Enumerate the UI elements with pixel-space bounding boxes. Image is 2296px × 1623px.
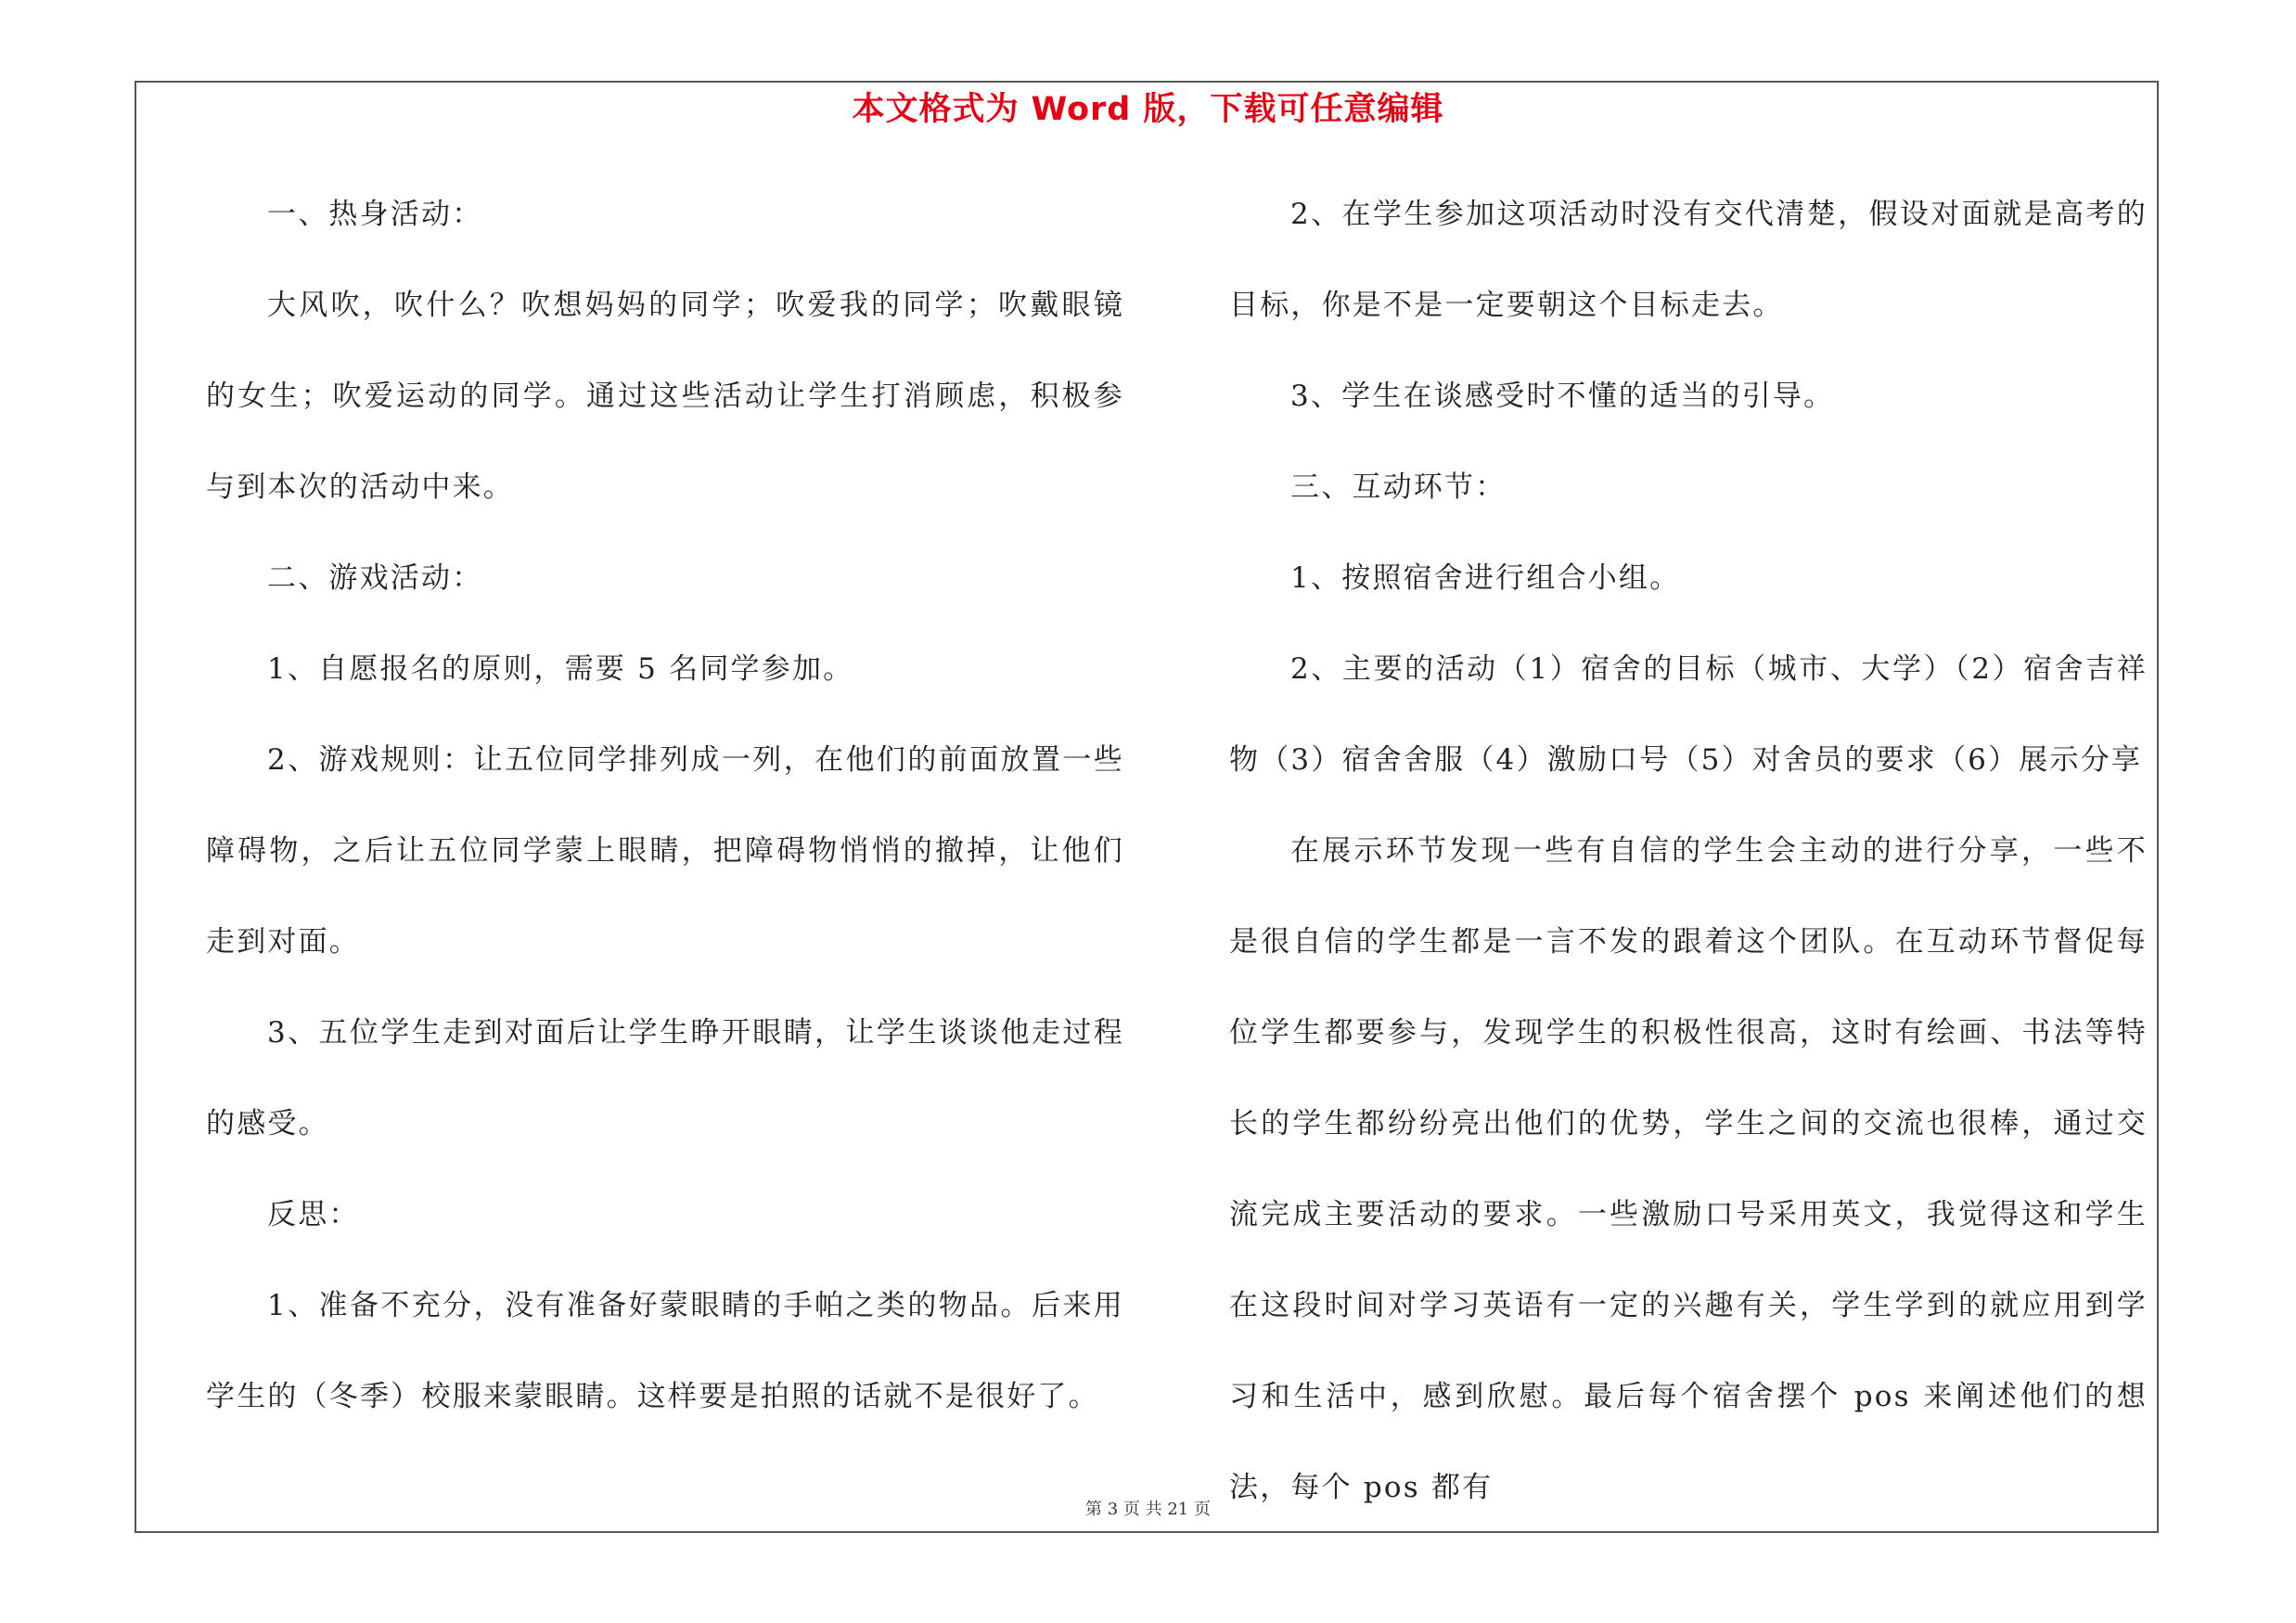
paragraph: 三、互动环节： (1290, 470, 1507, 504)
format-notice: 本文格式为 Word 版，下载可任意编辑 (852, 91, 1444, 128)
paragraph: 2、主要的活动（1）宿舍的目标（城市、大学）（2）宿舍吉祥物（3）宿舍舍服（4）激励口号（5）对舍员的要求（6）展示分享 (1229, 652, 2148, 777)
paragraph: 大风吹，吹什么？吹想妈妈的同学；吹爱我的同学；吹戴眼镜的女生；吹爱运动的同学。通过这些活动让学生打消顾虑，积极参与到本次的活动中来。 (206, 289, 1124, 504)
paragraph: 1、准备不充分，没有准备好蒙眼睛的手帕之类的物品。后来用学生的（冬季）校服来蒙眼睛。这样要是拍照的话就不是很好了。 (206, 1289, 1124, 1413)
paragraph: 反思： (267, 1198, 360, 1231)
paragraph: 3、五位学生走到对面后让学生睁开眼睛，让学生谈谈他走过程的感受。 (206, 1016, 1124, 1140)
paragraph: 3、学生在谈感受时不懂的适当的引导。 (1290, 380, 1835, 413)
paragraph: 在展示环节发现一些有自信的学生会主动的进行分享，一些不是很自信的学生都是一言不发的跟着这个团队。在互动环节督促每位学生都要参与，发现学生的积极性很高，这时有绘画、书法等特长的学生都纷纷亮出他们的优势，学生之间的交流也很棒，通过交流完成主要活动的要求。一些激励口号采用英文，我觉得这和学生在这段时间对学习英语有一定的兴趣有关，学生学到的就应用到学习和生活中，感到欣慰。最后每个宿舍摆个 pos 来阐述他们的想法，每个 pos 都有 (1229, 834, 2148, 1504)
paragraph: 1、按照宿舍进行组合小组。 (1290, 561, 1681, 595)
paragraph: 1、自愿报名的原则，需要 5 名同学参加。 (267, 652, 854, 686)
page-number: 第 3 页 共 21 页 (1085, 1500, 1211, 1519)
paragraph: 2、游戏规则：让五位同学排列成一列，在他们的前面放置一些障碍物，之后让五位同学蒙上眼睛，把障碍物悄悄的撤掉，让他们走到对面。 (206, 743, 1124, 959)
paragraph: 一、热身活动： (267, 198, 483, 231)
paragraph: 2、在学生参加这项活动时没有交代清楚，假设对面就是高考的目标，你是不是一定要朝这个目标走去。 (1229, 198, 2148, 322)
paragraph: 二、游戏活动： (267, 561, 483, 595)
